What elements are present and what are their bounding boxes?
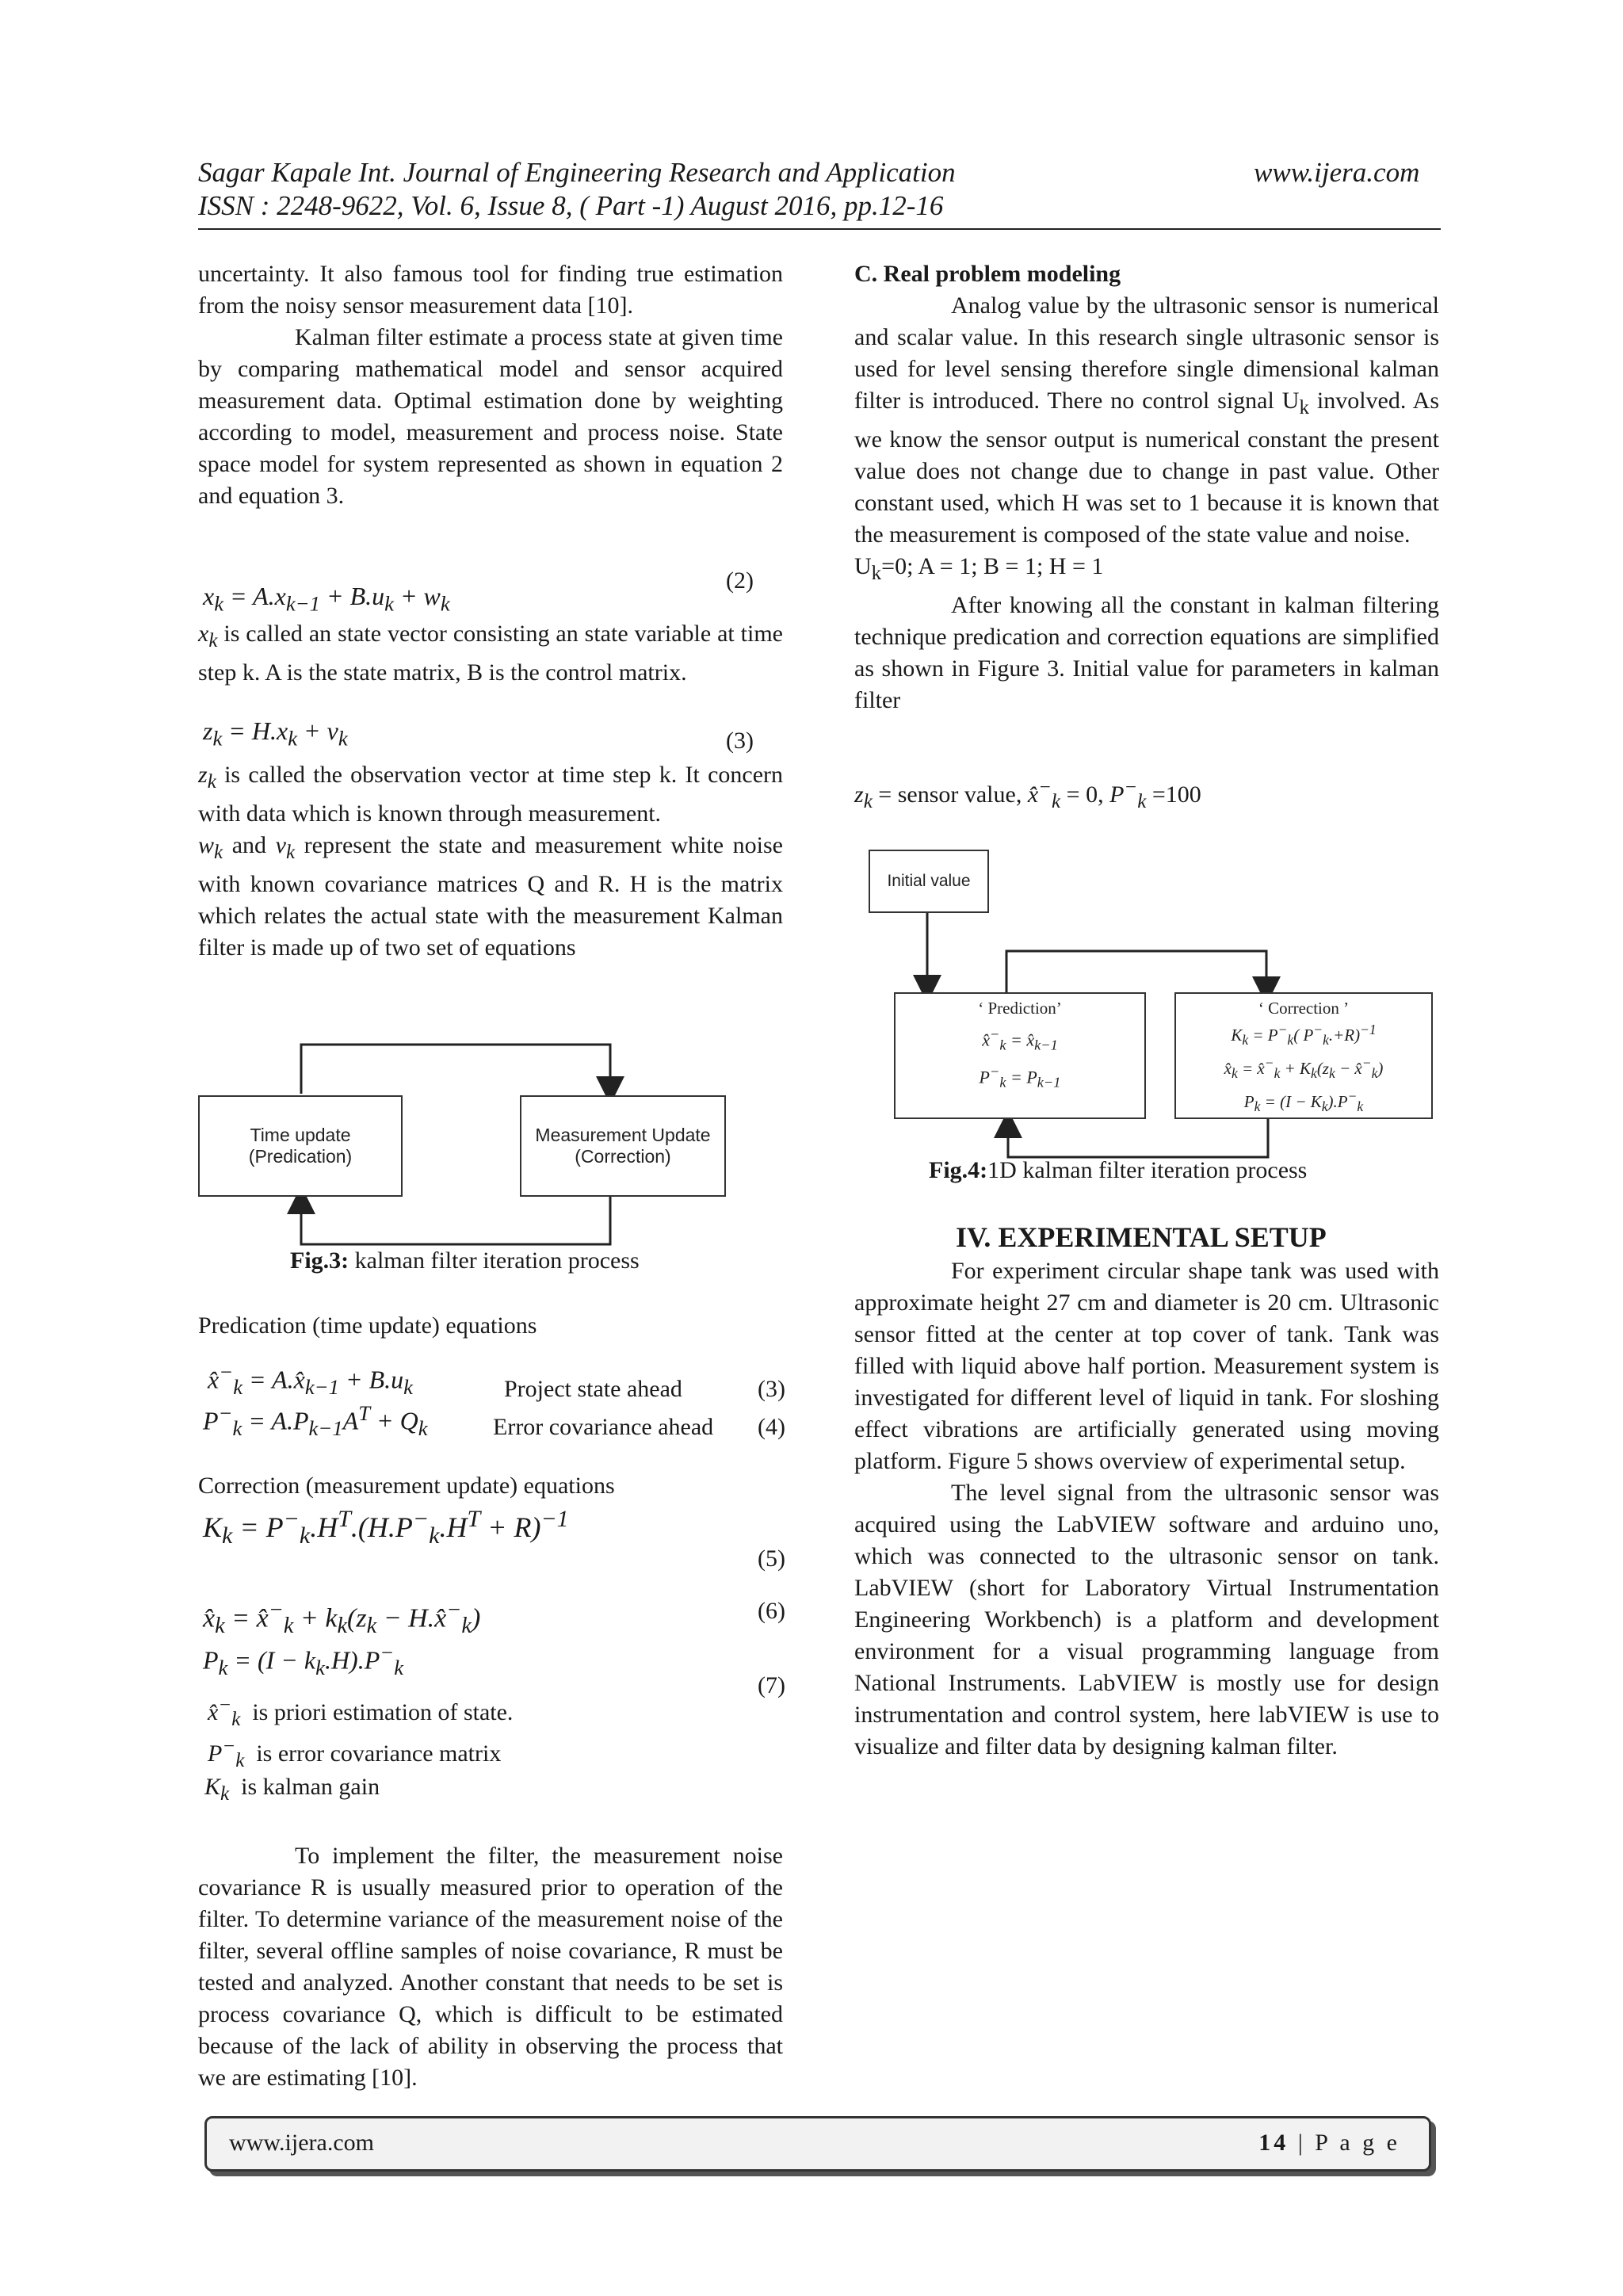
paragraph: For experiment circular shape tank was used with approximate height 27 cm and diameter is 20 cm. Ultrasonic sensor fitted at the center at top cover of tank. Tank was filled with liquid above half portion. Measurement system is investigated for different level of liquid in tank. For sloshing effect vibrations are artificially generated using moving platform. Figure 5 shows overview of experimental setup.	[854, 1258, 1439, 1474]
equation-number: (3)	[758, 1376, 785, 1402]
paragraph: is called the observation vector at time step k. It concern with data which is known through measurement.	[198, 762, 784, 827]
paragraph: Kalman filter estimate a process state at given time by comparing mathematical model and sensor acquired measurement data. Optimal estimation done by weighting according to model, measurement and process noise. State space model for system represented as shown in equation 2 and equation 3.	[198, 324, 783, 509]
initial-value-box	[869, 850, 989, 913]
corr-title: Correction (measurement update) equations	[198, 1473, 615, 1499]
paragraph: After knowing all the constant in kalman filtering technique predication and correction equations are simplified as shown in Figure 3. Initial value for parameters in kalman filter	[854, 592, 1439, 713]
paragraph: Analog value by the ultrasonic sensor is numerical and scalar value. In this research single ultrasonic sensor is used for level sensing therefore single dimensional kalman filter is introduced. There no control signal U	[854, 292, 1439, 414]
box-label: Time update	[250, 1125, 351, 1145]
caption-text: kalman filter iteration process	[349, 1247, 640, 1274]
init-text: = 0,	[1060, 781, 1104, 808]
left-para-6	[198, 1840, 783, 2094]
caption-label: Fig.4:	[929, 1157, 988, 1183]
paragraph: involved. As we know the sensor output is numerical constant the present value does not change due to change in past value. Other constant used, which H was set to 1 because it is known that the measurement is composed of the state value and noise.	[854, 388, 1439, 548]
caption-label: Fig.3:	[290, 1247, 349, 1274]
footer-url: www.ijera.com	[229, 2130, 374, 2156]
def-priori: $x̂^-_k$ is priori estimation of state.	[208, 1694, 514, 1730]
section-heading: IV. EXPERIMENTAL SETUP	[956, 1221, 1327, 1253]
box-label: Measurement Update	[535, 1125, 711, 1145]
def-gain: $K_k$ is kalman gain	[204, 1774, 380, 1805]
equation-number: (4)	[758, 1414, 785, 1440]
fig3-caption	[290, 1247, 640, 1274]
left-para-1	[198, 258, 783, 512]
left-para-4: $z_k$ is called the observation vector at time step k. It concern with data which is known through measurement. $w_k$ and $v_k$ represent the state and measurement white noise with known covariance matrices Q and R. H is the matrix which relates the actual state with the measurement Kalman filter is made up of two set of equations	[198, 762, 784, 961]
page-suffix: | P a g e	[1289, 2130, 1400, 2156]
definition-text: is error covariance matrix	[256, 1740, 502, 1767]
page-footer	[204, 2116, 1431, 2172]
equation-number: (7)	[758, 1672, 785, 1698]
def-covariance: $P^-_k$ is error covariance matrix	[208, 1736, 502, 1771]
equation-number: (3)	[726, 728, 754, 754]
paragraph: uncertainty. It also famous tool for finding true estimation from the noisy sensor measurement data [10].	[198, 261, 783, 319]
box-label: (Correction)	[575, 1146, 671, 1167]
corr-equation-6: $x̂_k$ = $x̂^-_k + k_k(z_k$ − $H.x̂^-_k$)	[203, 1598, 481, 1639]
init-text: = sensor value,	[872, 781, 1022, 808]
equation-2: $x_k = A.x_{k-1} + B.u_k + w_k$	[203, 582, 450, 616]
box-label: Initial value	[887, 872, 971, 890]
equation-3: $z_k = H.x_k + v_k$	[203, 716, 348, 751]
time-update-box	[198, 1095, 403, 1197]
pred-formula-2: $P^-_k = P_{k-1}$	[979, 1063, 1061, 1091]
pred-eq2-label: Error covariance ahead	[493, 1414, 714, 1440]
definition-text: is kalman gain	[241, 1774, 380, 1800]
equation-number: (5)	[758, 1545, 785, 1572]
init-text: =100	[1146, 781, 1201, 808]
box-label: (Predication)	[248, 1146, 353, 1167]
header-rule	[198, 228, 1441, 230]
paragraph: represent the state and measurement white noise with known covariance matrices Q and R. H is the matrix which relates the actual state with the measurement Kalman filter is made up of two set of equations	[198, 832, 783, 961]
equation-number: (2)	[726, 567, 754, 594]
subsection-heading: C. Real problem modeling	[854, 261, 1121, 287]
pred-formula-1: $x̂^-_k$ = $x̂_{k-1}$	[982, 1026, 1058, 1053]
prediction-box	[894, 992, 1146, 1119]
issn-line: ISSN : 2248-9622, Vol. 6, Issue 8, ( Part -1) August 2016, pp.12-16	[198, 190, 944, 221]
text: and	[231, 832, 267, 858]
left-para-3: $x_k$ is called an state vector consisting an state variable at time step k. A is the state matrix, B is the control matrix.	[198, 621, 783, 686]
page-number	[1258, 2130, 1400, 2157]
paragraph: The level signal from the ultrasonic sensor was acquired using the LabVIEW software and arduino uno, which was connected to the ultrasonic sensor on tank. LabVIEW (short for Laboratory Virtual Instrumentation Engineering Workbench) is a platform and development environment for a visual programming language from National Instruments. LabVIEW is mostly use for design instrumentation and control system, here labVIEW is use to visualize and filter data by designing kalman filter.	[854, 1480, 1439, 1759]
constants-line: =0; A = 1; B = 1; H = 1	[881, 553, 1104, 579]
pred-equation-1: $x̂^-_k$ = $A.x̂_{k-1} + B.u_k$	[208, 1360, 413, 1400]
equation-number: (6)	[758, 1598, 785, 1624]
page-num: 14	[1258, 2130, 1289, 2156]
corr-formula-3: $P_k = (I - K_k).P^-_k$	[1243, 1088, 1364, 1115]
pred-title: Predication (time update) equations	[198, 1312, 537, 1339]
pred-equation-2: $P^-_k = A.P_{k-1}A^T + Q_k$	[203, 1401, 428, 1441]
corr-formula-2: $x̂_k$ = $x̂^-_k + K_k(z_k$ − $x̂^-_k$)	[1224, 1055, 1384, 1082]
measurement-update-box	[520, 1095, 726, 1197]
pred-eq1-label: Project state ahead	[504, 1376, 682, 1402]
right-column: C. Real problem modeling Analog value by the ultrasonic sensor is numerical and scalar value. In this research single ultrasonic sensor is used for level sensing therefore single dimensional kalman filter is introduced. There no control signal $U_k$ involved. As we know the sensor output is numerical constant the present value does not change due to change in past value. Other constant used, which H was set to 1 because it is known that the measurement is composed of the state value and noise. $U_k=0$; A = 1; B = 1; H = 1 After knowing all the constant in kalman filtering technique predication and correction equations are simplified as shown in Figure 3. Initial value for parameters in kalman filter	[854, 258, 1439, 716]
initial-values: $z_k$ = sensor value, $x̂^-_k = 0$, $P^-_k =100$	[854, 777, 1201, 812]
corr-equation-7: $P_k = (I - k_k.H).P^-_k$	[203, 1641, 404, 1680]
caption-text: 1D kalman filter iteration process	[987, 1157, 1308, 1183]
box-title: ‘ Prediction’	[978, 999, 1062, 1018]
definition-text: is priori estimation of state.	[252, 1699, 514, 1725]
fig4-caption	[929, 1157, 1307, 1184]
corr-formula-1: $K_k = P^-_k$( $P^-_k.+R)^{-1}$	[1231, 1022, 1377, 1049]
journal-url: www.ijera.com	[1254, 157, 1420, 188]
correction-box	[1174, 992, 1433, 1119]
corr-equation-5: $K_k = P^-_k.H^T.(H.P^-_k.H^T + R)^{-1}$	[203, 1506, 569, 1549]
journal-title: Sagar Kapale Int. Journal of Engineering Research and Application	[198, 157, 956, 188]
right-lower	[854, 1255, 1439, 1763]
paragraph: To implement the filter, the measurement noise covariance R is usually measured prior to operation of the filter. To determine variance of the measurement noise of the filter, several offline samples of noise covariance, R must be tested and analyzed. Another constant that needs to be set is process covariance Q, which is difficult to be estimated because of the lack of ability in observing the process that we are estimating [10].	[198, 1843, 783, 2091]
paragraph: is called an state vector consisting an state variable at time step k. A is the state matrix, B is the control matrix.	[198, 621, 783, 686]
box-title: ‘ Correction ’	[1258, 999, 1350, 1018]
